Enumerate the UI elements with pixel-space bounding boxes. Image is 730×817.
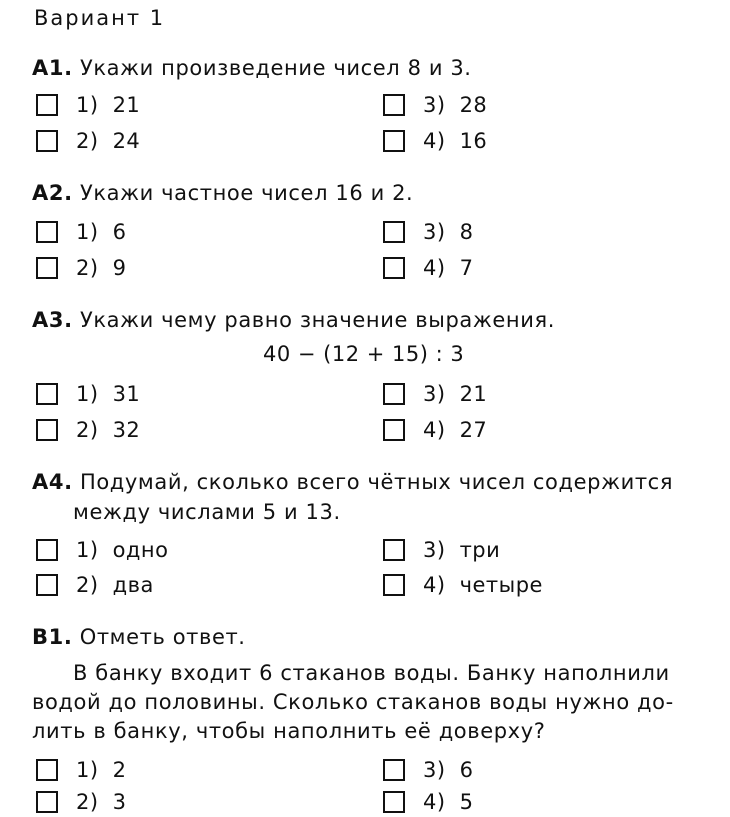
option-b1-4[interactable] [383, 790, 473, 814]
option-a3-1[interactable] [36, 382, 140, 406]
answer-checkbox[interactable] [383, 94, 405, 116]
answer-checkbox[interactable] [383, 130, 405, 152]
option-a2-2[interactable] [36, 256, 126, 280]
option-a3-3[interactable] [383, 382, 487, 406]
option-b1-1[interactable] [36, 758, 126, 782]
option-number: 2) [76, 129, 99, 153]
option-value: 3 [112, 790, 127, 814]
question-label: А2. [32, 181, 73, 205]
option-value: 21 [459, 382, 488, 406]
option-number: 4) [423, 418, 446, 442]
option-a1-2[interactable] [36, 129, 140, 153]
question-a4-line2: между числами 5 и 13. [73, 500, 341, 524]
option-number: 1) [76, 220, 99, 244]
question-text: Отметь ответ. [79, 625, 246, 649]
question-b1 [32, 625, 246, 649]
option-number: 4) [423, 256, 446, 280]
option-value: 5 [459, 790, 474, 814]
option-value: 27 [459, 418, 488, 442]
option-a1-4[interactable] [383, 129, 487, 153]
answer-checkbox[interactable] [383, 419, 405, 441]
answer-checkbox[interactable] [36, 419, 58, 441]
option-number: 1) [76, 382, 99, 406]
option-value: 32 [112, 418, 141, 442]
question-a1 [32, 56, 472, 80]
problem-text-line2: водой до половины. Сколько стаканов воды нужно до- [32, 690, 674, 714]
problem-text-line3: лить в банку, чтобы наполнить её доверху? [32, 719, 546, 743]
option-number: 3) [423, 538, 446, 562]
option-value: 6 [459, 758, 474, 782]
answer-checkbox[interactable] [36, 221, 58, 243]
option-a1-3[interactable] [383, 93, 487, 117]
option-b1-2[interactable] [36, 790, 126, 814]
option-a1-1[interactable] [36, 93, 140, 117]
option-number: 1) [76, 758, 99, 782]
answer-checkbox[interactable] [383, 383, 405, 405]
answer-checkbox[interactable] [36, 791, 58, 813]
option-value: четыре [459, 573, 543, 597]
question-text-line1: Подумай, сколько всего чётных чисел содержится [79, 470, 674, 494]
option-value: 9 [112, 256, 127, 280]
answer-checkbox[interactable] [383, 539, 405, 561]
question-label: А4. [32, 470, 73, 494]
answer-checkbox[interactable] [36, 94, 58, 116]
option-number: 2) [76, 790, 99, 814]
option-value: 8 [459, 220, 474, 244]
option-a3-4[interactable] [383, 418, 487, 442]
option-value: 24 [112, 129, 141, 153]
option-number: 4) [423, 129, 446, 153]
answer-checkbox[interactable] [36, 574, 58, 596]
question-text: Укажи чему равно значение выражения. [79, 308, 555, 332]
option-value: 7 [459, 256, 474, 280]
option-value: 31 [112, 382, 141, 406]
option-number: 2) [76, 418, 99, 442]
question-a3 [32, 308, 555, 332]
option-a2-1[interactable] [36, 220, 126, 244]
option-a4-1[interactable] [36, 538, 169, 562]
question-a2 [32, 181, 413, 205]
option-a2-4[interactable] [383, 256, 473, 280]
option-number: 1) [76, 538, 99, 562]
answer-checkbox[interactable] [383, 221, 405, 243]
option-number: 3) [423, 382, 446, 406]
option-a4-2[interactable] [36, 573, 154, 597]
question-a4 [32, 470, 673, 494]
question-label: В1. [32, 625, 73, 649]
option-value: 2 [112, 758, 127, 782]
option-a4-3[interactable] [383, 538, 500, 562]
answer-checkbox[interactable] [36, 383, 58, 405]
option-a3-2[interactable] [36, 418, 140, 442]
option-number: 3) [423, 758, 446, 782]
math-expression: 40 − (12 + 15) : 3 [263, 342, 465, 366]
answer-checkbox[interactable] [36, 130, 58, 152]
page-title: Вариант 1 [34, 6, 166, 30]
question-text: Укажи произведение чисел 8 и 3. [79, 56, 472, 80]
option-value: 16 [459, 129, 488, 153]
option-number: 4) [423, 573, 446, 597]
option-a4-4[interactable] [383, 573, 543, 597]
answer-checkbox[interactable] [36, 759, 58, 781]
answer-checkbox[interactable] [383, 574, 405, 596]
option-number: 1) [76, 93, 99, 117]
option-value: одно [112, 538, 169, 562]
answer-checkbox[interactable] [383, 257, 405, 279]
option-value: 21 [112, 93, 141, 117]
answer-checkbox[interactable] [383, 759, 405, 781]
option-value: 28 [459, 93, 488, 117]
option-number: 2) [76, 573, 99, 597]
question-label: А3. [32, 308, 73, 332]
option-value: 6 [112, 220, 127, 244]
answer-checkbox[interactable] [383, 791, 405, 813]
option-number: 3) [423, 220, 446, 244]
option-number: 3) [423, 93, 446, 117]
option-value: три [459, 538, 501, 562]
answer-checkbox[interactable] [36, 257, 58, 279]
problem-text-line1: В банку входит 6 стаканов воды. Банку наполнили [73, 661, 670, 685]
question-label: А1. [32, 56, 73, 80]
option-number: 2) [76, 256, 99, 280]
option-value: два [112, 573, 154, 597]
question-text: Укажи частное чисел 16 и 2. [79, 181, 414, 205]
option-number: 4) [423, 790, 446, 814]
option-b1-3[interactable] [383, 758, 473, 782]
answer-checkbox[interactable] [36, 539, 58, 561]
option-a2-3[interactable] [383, 220, 473, 244]
